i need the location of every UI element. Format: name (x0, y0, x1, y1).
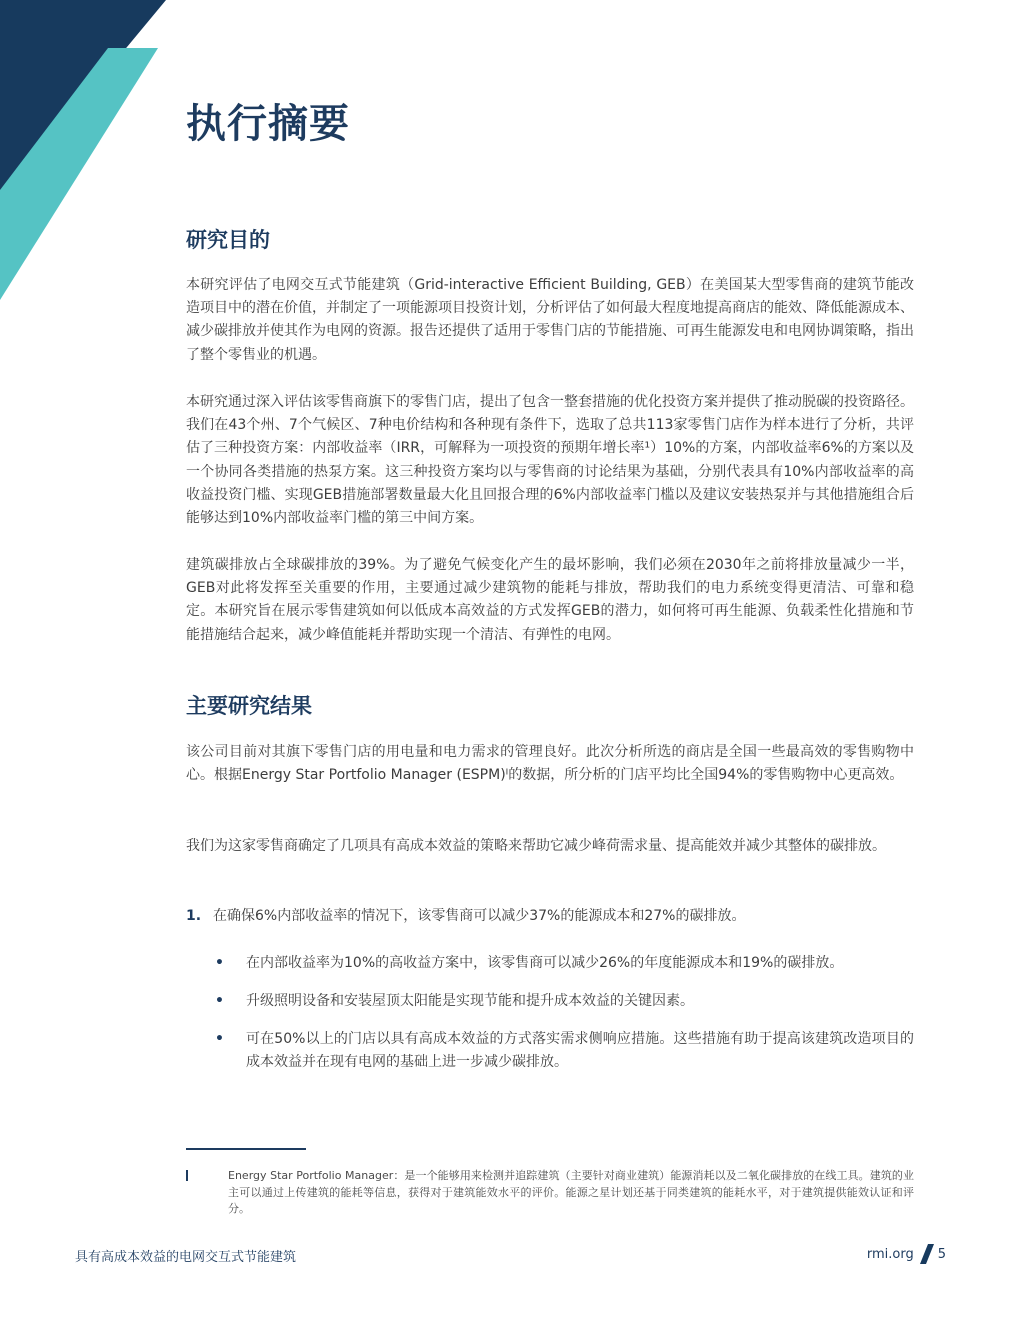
slash-icon (920, 1244, 934, 1264)
paragraph: 该公司目前对其旗下零售门店的用电量和电力需求的管理良好。此次分析所选的商店是全国一些最高效的零售购物中心。根据Energy Star Portfolio Manager (ESPM)ᴵ的数据，所分析的门店平均比全国94%的零售购物中心更高效。 (186, 744, 914, 784)
corner-decoration (0, 0, 170, 310)
bullet-text: 在内部收益率为10%的高收益方案中，该零售商可以减少26%的年度能源成本和19%的碳排放。 (246, 955, 844, 971)
bullet-text: 升级照明设备和安装屋顶太阳能是实现节能和提升成本效益的关键因素。 (246, 993, 694, 1009)
bullet-icon: • (215, 993, 224, 1009)
section-heading-key-findings: 主要研究结果 (186, 694, 312, 718)
paragraph: 我们为这家零售商确定了几项具有高成本效益的策略来帮助它减少峰荷需求量、提高能效并减少其整体的碳排放。 (186, 838, 886, 854)
bullet-icon: • (215, 955, 224, 971)
footnote-divider (186, 1148, 306, 1150)
footer-site-link[interactable]: rmi.org (866, 1246, 914, 1262)
footnote-text: Energy Star Portfolio Manager：是一个能够用来检测并追踪建筑（主要针对商业建筑）能源消耗以及二氧化碳排放的在线工具。建筑的业主可以通过上传建筑的能耗等信息，获得对于建筑能效水平的评价。能源之星计划还基于同类建筑的能耗水平，对于建筑提供能效认证和评分。 (228, 1169, 914, 1215)
page-number: 5 (937, 1246, 946, 1262)
numbered-item (186, 905, 914, 928)
paragraph: 本研究评估了电网交互式节能建筑（Grid-interactive Efficient Building, GEB）在美国某大型零售商的建筑节能改造项目中的潜在价值，并制定了一项能源项目投资计划，分析评估了如何最大程度地提高商店的能效、降低能源成本、减少碳排放并使其作为电网的资源。报告还提供了适用于零售门店的节能措施、可再生能源发电和电网协调策略，指出了整个零售业的机遇。 (186, 277, 914, 363)
item-text: 在确保6%内部收益率的情况下，该零售商可以减少37%的能源成本和27%的碳排放。 (213, 908, 746, 924)
bullet-icon: • (215, 1031, 224, 1047)
footer-report-title: 具有高成本效益的电网交互式节能建筑 (75, 1250, 297, 1265)
footnote-marker (186, 1170, 188, 1181)
bullet-text: 可在50%以上的门店以具有高成本效益的方式落实需求侧响应措施。这些措施有助于提高该建筑改造项目的成本效益并在现有电网的基础上进一步减少碳排放。 (246, 1031, 914, 1071)
paragraph: 建筑碳排放占全球碳排放的39%。为了避免气候变化产生的最坏影响，我们必须在2030年之前将排放量减少一半，GEB对此将发挥至关重要的作用，主要通过减少建筑物的能耗与排放，帮助我们的电力系统变得更清洁、可靠和稳定。本研究旨在展示零售建筑如何以低成本高效益的方式发挥GEB的潜力，如何将可再生能源、负载柔性化措施和节能措施结合起来，减少峰值能耗并帮助实现一个清洁、有弹性的电网。 (186, 557, 914, 643)
page-title: 执行摘要 (186, 101, 350, 147)
footer-page-info (867, 1244, 946, 1264)
section-heading-research-purpose: 研究目的 (186, 228, 270, 252)
paragraph: 本研究通过深入评估该零售商旗下的零售门店，提出了包含一整套措施的优化投资方案并提供了推动脱碳的投资路径。我们在43个州、7个气候区、7种电价结构和各种现有条件下，选取了总共113家零售门店作为样本进行了分析，共评估了三种投资方案：内部收益率（IRR，可解释为一项投资的预期年增长率¹）10%的方案，内部收益率6%的方案以及一个协同各类措施的热泵方案。这三种投资方案均以与零售商的讨论结果为基础，分别代表具有10%内部收益率的高收益投资门槛、实现GEB措施部署数量最大化且回报合理的6%内部收益率门槛以及建议安装热泵并与其他措施组合后能够达到10%内部收益率门槛的第三中间方案。 (186, 394, 914, 527)
bullet-item (212, 1028, 914, 1074)
item-number: 1. (186, 908, 202, 924)
bullet-item (212, 990, 914, 1013)
bullet-item (212, 952, 914, 975)
